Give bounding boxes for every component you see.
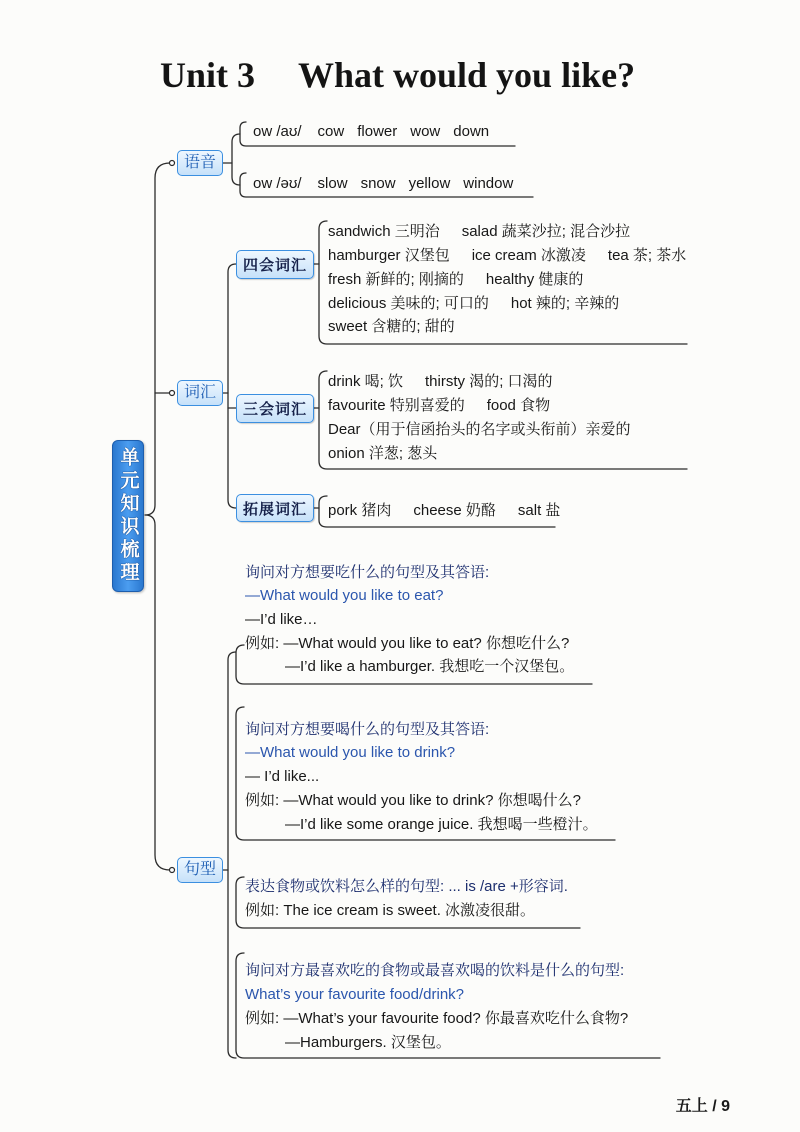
- sentence-pattern: What’s your favourite food/drink?: [245, 986, 465, 1003]
- vocab-entry: onion 洋葱; 葱头: [328, 445, 438, 462]
- vocab-entry: salad 蔬菜沙拉; 混合沙拉: [461, 223, 631, 240]
- sentence-example: —I’d like a hamburger. 我想吃一个汉堡包。: [285, 658, 575, 675]
- vocab-entry: cheese 奶酪: [413, 502, 496, 519]
- branch-vocabulary: [177, 380, 223, 406]
- vocab-entry: pork 猪肉: [328, 502, 392, 519]
- vocab-group-four-skills: [236, 250, 314, 279]
- branch-sentences: [177, 857, 223, 883]
- vocab-line: [328, 501, 560, 521]
- page-number: 五上 / 9: [675, 1098, 730, 1115]
- vocab-group-three-skills: [236, 394, 314, 423]
- vocab-line: [328, 294, 619, 314]
- sentence-example: 例如: —What would you like to drink? 你想喝什么?: [245, 792, 581, 809]
- vocab-entry: favourite 特别喜爱的: [328, 397, 465, 414]
- vocab-entry: drink 喝; 饮: [328, 373, 404, 390]
- sentence-example: 例如: —What would you like to eat? 你想吃什么?: [245, 635, 570, 652]
- knowledge-summary-root: [112, 440, 144, 592]
- vocab-line: [328, 246, 686, 266]
- vocab-entry: salt 盐: [517, 502, 561, 519]
- sentence-example: 例如: —What’s your favourite food? 你最喜欢吃什么食物?: [245, 1010, 629, 1027]
- root-label: 单元知识梳理: [117, 447, 139, 585]
- phonics-word: snow: [360, 175, 396, 192]
- vocab-entry: sandwich 三明治: [328, 223, 440, 240]
- branch-pronunciation: [177, 150, 223, 176]
- vocab-line: [328, 420, 631, 440]
- vocab-group-label: 四会词汇: [242, 257, 307, 274]
- branch-label: 句型: [183, 861, 216, 878]
- phonics-word: window: [463, 175, 514, 192]
- branch-dot-sentences: [170, 868, 175, 873]
- vocab-line: [328, 270, 583, 290]
- sentence-heading: 询问对方想要吃什么的句型及其答语:: [245, 564, 490, 581]
- sentence-example: —I’d like some orange juice. 我想喝一些橙汁。: [285, 816, 598, 833]
- vocab-entry: sweet 含糖的; 甜的: [328, 318, 455, 335]
- trunk-brace: [145, 163, 170, 870]
- vocab-group-label: 三会词汇: [242, 401, 307, 418]
- vocab-group-extension: [236, 494, 314, 522]
- vocab-entry: hamburger 汉堡包: [328, 247, 450, 264]
- sentence-pattern: —What would you like to eat?: [245, 587, 444, 604]
- phonics-word: slow: [317, 175, 348, 192]
- pronunciation-bracket: [232, 134, 240, 185]
- branch-label: 语音: [183, 154, 216, 171]
- phonics-word: wow: [410, 123, 441, 140]
- branch-dot-vocabulary: [170, 391, 175, 396]
- sentence-example: 例如: The ice cream is sweet. 冰激凌很甜。: [245, 902, 536, 919]
- phonics-word: flower: [357, 123, 398, 140]
- vocab-entry: thirsty 渴的; 口渴的: [425, 373, 553, 390]
- pronunciation-row: [253, 174, 526, 194]
- phonics-word: down: [453, 123, 490, 140]
- sentence-pattern: —What would you like to drink?: [245, 744, 456, 761]
- unit-title: What would you like?: [298, 55, 636, 95]
- phonics-sound: ow /əʊ/: [253, 175, 302, 192]
- sentence-pattern: — I’d like...: [245, 768, 320, 785]
- sentences-bracket: [228, 652, 236, 1058]
- sentence-pattern: —I’d like…: [245, 611, 318, 628]
- vocab-entry: hot 辣的; 辛辣的: [510, 295, 620, 312]
- unit-number: Unit 3: [160, 55, 256, 95]
- vocab-line: [328, 444, 437, 464]
- phonics-word: cow: [317, 123, 345, 140]
- phonics-sound: ow /aʊ/: [253, 123, 302, 140]
- branch-dot-pronunciation: [170, 161, 175, 166]
- vocab-line: [328, 317, 455, 337]
- vocab-entry: healthy 健康的: [485, 271, 584, 288]
- vocab-entry: fresh 新鲜的; 刚摘的: [328, 271, 464, 288]
- sentence-heading: 表达食物或饮料怎么样的句型: ... is /are +形容词.: [245, 878, 568, 895]
- vocab-entry: food 食物: [486, 397, 551, 414]
- vocab-entry: delicious 美味的; 可口的: [328, 295, 489, 312]
- vocab-line: [328, 396, 550, 416]
- phonics-word: yellow: [408, 175, 451, 192]
- vocab-entry: tea 茶; 茶水: [607, 247, 687, 264]
- vocab-entry: Dear（用于信函抬头的名字或头衔前）亲爱的: [328, 421, 631, 438]
- sentence-heading: 询问对方最喜欢吃的食物或最喜欢喝的饮料是什么的句型:: [245, 962, 625, 979]
- vocab-line: [328, 372, 553, 392]
- pronunciation-row: [253, 122, 502, 142]
- vocab-group-label: 拓展词汇: [242, 500, 307, 518]
- branch-label: 词汇: [183, 384, 216, 401]
- vocab-entry: ice cream 冰激凌: [471, 247, 586, 264]
- sentence-heading: 询问对方想要喝什么的句型及其答语:: [245, 721, 490, 738]
- sentence-example: —Hamburgers. 汉堡包。: [285, 1034, 451, 1051]
- vocabulary-bracket: [228, 264, 236, 508]
- vocab-line: [328, 222, 630, 242]
